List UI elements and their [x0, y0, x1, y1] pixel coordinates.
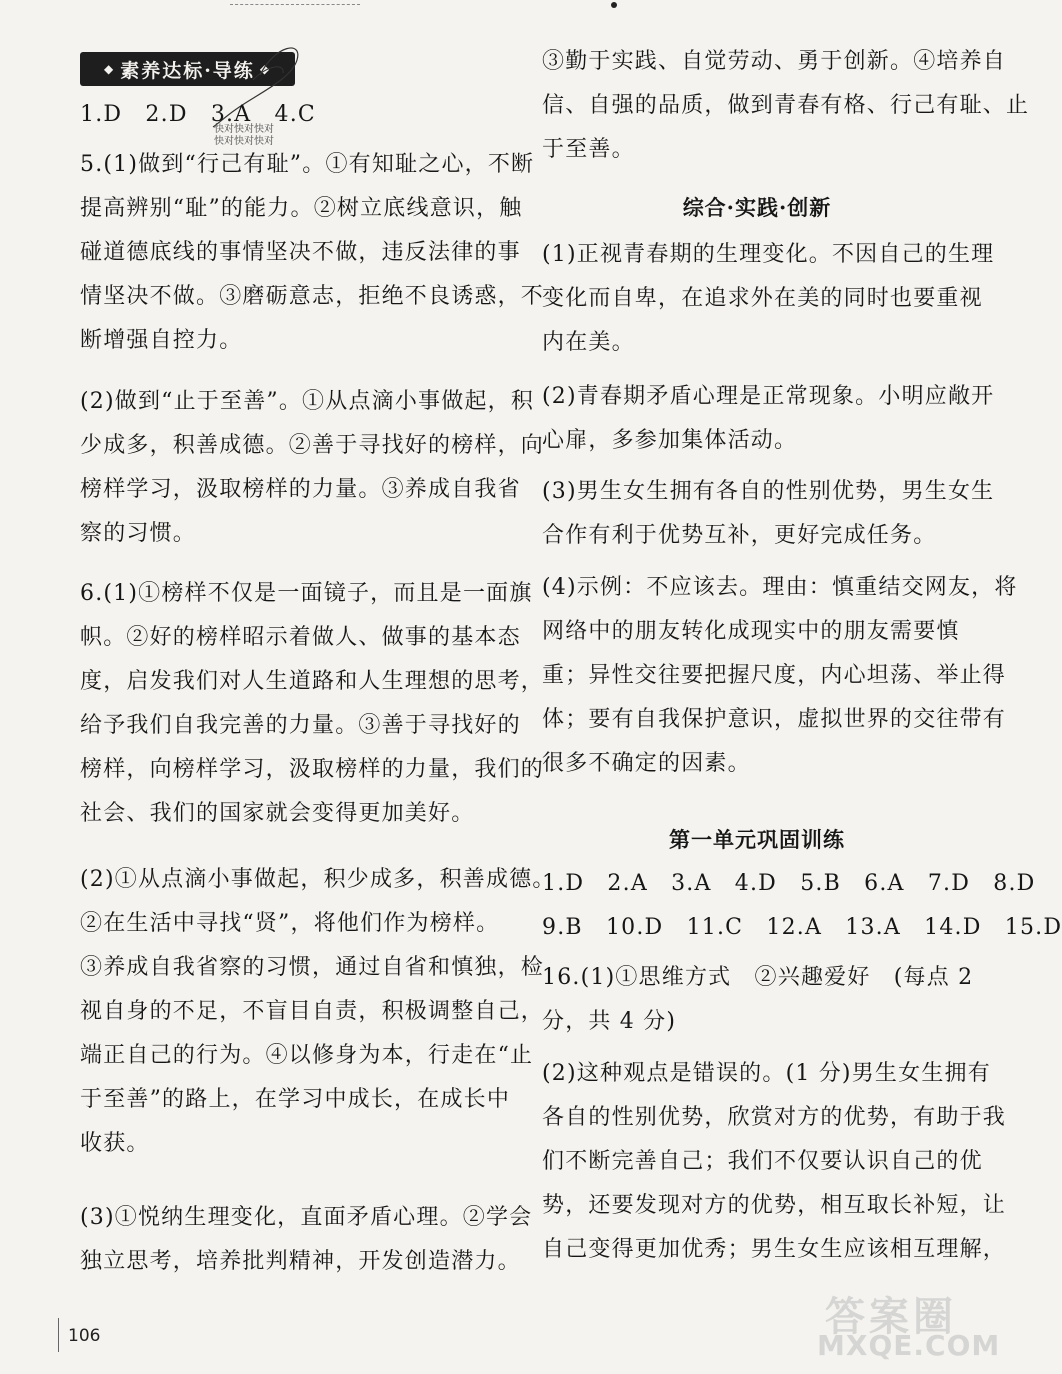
- text-line: 端正自己的行为。④以修身为本，行走在“止: [80, 1043, 534, 1068]
- stamp-line: 快对快对快对: [214, 136, 274, 147]
- text-line: 于至善。: [542, 137, 635, 162]
- text-line: (2)青春期矛盾心理是正常现象。小明应敞开: [542, 384, 995, 409]
- watermark-url: MXQE.COM: [817, 1329, 1001, 1362]
- text-line: 榜样，向榜样学习，汲取榜样的力量，我们的: [80, 757, 545, 782]
- text-line: 9.B 10.D 11.C 12.A 13.A 14.D 15.D: [542, 915, 1062, 940]
- review-answer-16-1: [542, 956, 972, 1044]
- text-line: 6.(1)①榜样不仅是一面镜子，而且是一面旗: [80, 581, 533, 606]
- site-watermark: [805, 1285, 1001, 1365]
- text-line: 5.(1)做到“行己有耻”。①有知耻之心，不断: [80, 152, 535, 177]
- text-line: (2)这种观点是错误的。(1 分)男生女生拥有: [542, 1061, 991, 1086]
- text-line: 内在美。: [542, 330, 635, 355]
- practice-block-1: [542, 233, 995, 365]
- text-line: (1)正视青春期的生理变化。不因自己的生理: [542, 242, 995, 267]
- answer-block-5-1: [80, 143, 545, 363]
- practice-block-3: [542, 470, 995, 558]
- diamond-icon: ◆: [259, 62, 272, 76]
- watermark-logo-text: 答案圈: [825, 1294, 957, 1340]
- text-line: 察的习惯。: [80, 521, 197, 546]
- top-scan-dot: [611, 2, 617, 8]
- text-line: 重；异性交往要把握尺度，内心坦荡、举止得: [542, 663, 1007, 688]
- text-line: 体；要有自我保护意识，虚拟世界的交往带有: [542, 707, 1007, 732]
- text-line: 榜样学习，汲取榜样的力量。③养成自我省: [80, 477, 521, 502]
- text-line: 们不断完善自己；我们不仅要认识自己的优: [542, 1149, 983, 1174]
- section-title-practice: 综合·实践·创新: [682, 195, 832, 220]
- page-number: 106: [68, 1326, 101, 1346]
- text-line: 1.D 2.D 3.A 4.C: [80, 102, 316, 127]
- answer-block-continued: [542, 40, 1030, 172]
- answer-block-6-3: [80, 1196, 533, 1284]
- diamond-icon: ◆: [103, 62, 116, 76]
- text-line: 16.(1)①思维方式 ②兴趣爱好 (每点 2: [542, 965, 974, 990]
- text-line: 帜。②好的榜样昭示着做人、做事的基本态: [80, 625, 521, 650]
- text-line: 信、自强的品质，做到青春有格、行己有耻、止: [542, 93, 1030, 118]
- section-title-unit-review: 第一单元巩固训练: [669, 827, 845, 852]
- text-line: 收获。: [80, 1131, 150, 1156]
- text-line: 合作有利于优势互补，更好完成任务。: [542, 523, 937, 548]
- answer-block-1-4: [80, 93, 510, 137]
- text-line: (2)①从点滴小事做起，积少成多，积善成德。: [80, 867, 556, 892]
- answer-block-5-2: [80, 380, 545, 556]
- text-line: 断增强自控力。: [80, 328, 243, 353]
- text-line: 少成多，积善成德。②善于寻找好的榜样，向: [80, 433, 545, 458]
- text-line: (4)示例：不应该去。理由：慎重结交网友，将: [542, 575, 1018, 600]
- text-line: 度，启发我们对人生道路和人生理想的思考，: [80, 669, 545, 694]
- stamp-line: 快对快对快对: [214, 124, 274, 135]
- text-line: 社会、我们的国家就会变得更加美好。: [80, 801, 475, 826]
- review-answers-1-15: [542, 862, 1062, 950]
- text-line: (3)①悦纳生理变化，直面矛盾心理。②学会: [80, 1205, 533, 1230]
- answer-block-6-2: [80, 858, 556, 1166]
- practice-block-2: [542, 375, 995, 463]
- text-line: ③勤于实践、自觉劳动、勇于创新。④培养自: [542, 49, 1007, 74]
- text-line: 变化而自卑，在追求外在美的同时也要重视: [542, 286, 983, 311]
- text-line: 提高辨别“耻”的能力。②树立底线意识，触: [80, 196, 523, 221]
- text-line: ②在生活中寻找“贤”，将他们作为榜样。: [80, 911, 500, 936]
- text-line: ③养成自我省察的习惯，通过自省和慎独，检: [80, 955, 545, 980]
- text-line: 碰道德底线的事情坚决不做，违反法律的事: [80, 240, 521, 265]
- text-line: 网络中的朋友转化成现实中的朋友需要慎: [542, 619, 960, 644]
- text-line: (2)做到“止于至善”。①从点滴小事做起，积: [80, 389, 535, 414]
- text-line: 自己变得更加优秀；男生女生应该相互理解，: [542, 1237, 1007, 1262]
- text-line: 分，共 4 分): [542, 1009, 677, 1034]
- text-line: 给予我们自我完善的力量。③善于寻找好的: [80, 713, 521, 738]
- text-line: 于至善”的路上，在学习中成长，在成长中: [80, 1087, 511, 1112]
- text-line: 心扉，多参加集体活动。: [542, 428, 798, 453]
- text-line: (3)男生女生拥有各自的性别优势，男生女生: [542, 479, 995, 504]
- text-line: 很多不确定的因素。: [542, 751, 751, 776]
- practice-block-4: [542, 566, 1018, 786]
- answer-block-6-1: [80, 572, 545, 836]
- text-line: 独立思考，培养批判精神，开发创造潜力。: [80, 1249, 521, 1274]
- text-line: 视自身的不足，不盲目自责，积极调整自己，: [80, 999, 545, 1024]
- text-line: 1.D 2.A 3.A 4.D 5.B 6.A 7.D 8.D: [542, 871, 1036, 896]
- text-line: 情坚决不做。③磨砺意志，拒绝不良诱惑，不: [80, 284, 545, 309]
- banner-title: 素养达标·导练: [120, 59, 255, 82]
- review-answer-16-2: [542, 1052, 1007, 1272]
- top-scan-rule: [230, 4, 360, 5]
- text-line: 势，还要发现对方的优势，相互取长补短，让: [542, 1193, 1007, 1218]
- text-line: 各自的性别优势，欣赏对方的优势，有助于我: [542, 1105, 1007, 1130]
